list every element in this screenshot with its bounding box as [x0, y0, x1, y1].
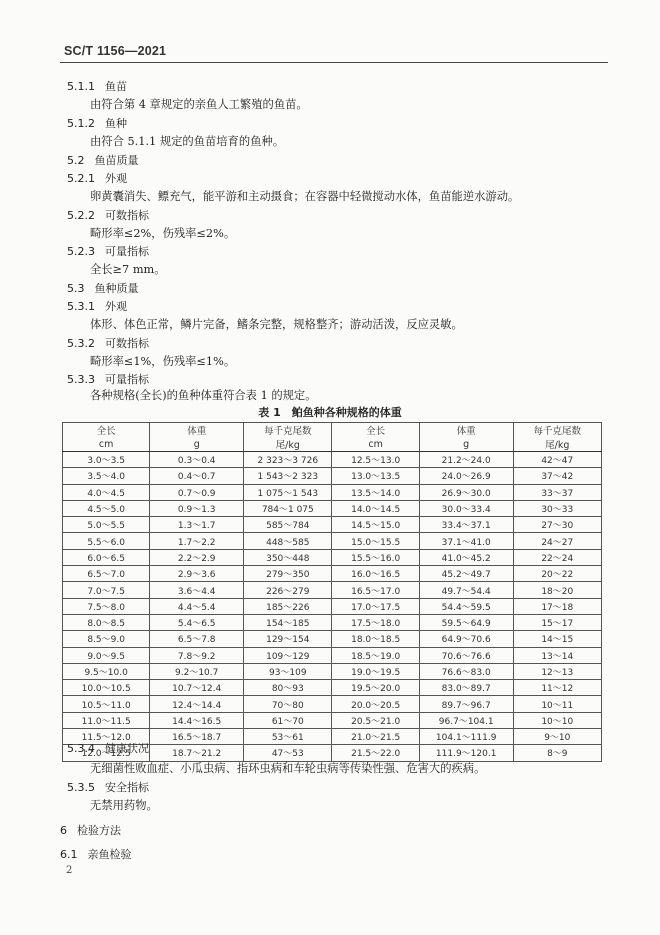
table-cell: 18.5～19.0: [332, 647, 419, 663]
chapter-heading: [60, 824, 121, 838]
table-cell: 37～42: [513, 468, 601, 484]
column-header: 全长: [332, 423, 419, 438]
section-title: 可数指标: [105, 337, 149, 350]
table-cell: 30.0～33.4: [419, 500, 513, 516]
table-cell: 96.7～104.1: [419, 712, 513, 728]
table-cell: 54.4～59.5: [419, 598, 513, 614]
table-cell: 22～24: [513, 549, 601, 565]
paragraph: 无细菌性败血症、小瓜虫病、指环虫病和车轮虫病等传染性强、危害大的疾病。: [90, 762, 486, 775]
table-cell: 4.4～5.4: [150, 598, 244, 614]
section-heading: [67, 245, 149, 259]
table-cell: 14～15: [513, 631, 601, 647]
table-cell: 19.5～20.0: [332, 680, 419, 696]
table-row: [63, 500, 602, 516]
table-cell: 12～13: [513, 663, 601, 679]
section-heading: [67, 209, 149, 223]
section-title: 外观: [105, 300, 127, 313]
section-heading: [67, 742, 149, 756]
table-cell: 53～61: [244, 729, 332, 745]
table-cell: 76.6～83.0: [419, 663, 513, 679]
paragraph: 各种规格(全长)的鱼种体重符合表 1 的规定。: [90, 389, 317, 402]
column-unit: 尾/kg: [244, 437, 332, 452]
column-header: 体重: [150, 423, 244, 438]
table-cell: 33～37: [513, 484, 601, 500]
section-title: 外观: [105, 172, 127, 185]
table-cell: 3.6～4.4: [150, 582, 244, 598]
table-cell: 129～154: [244, 631, 332, 647]
table-cell: 12.0～12.5: [63, 745, 150, 761]
table-row: [63, 696, 602, 712]
table-cell: 2.2～2.9: [150, 549, 244, 565]
table-cell: 89.7～96.7: [419, 696, 513, 712]
table-row: [63, 517, 602, 533]
section-title: 可量指标: [105, 373, 149, 386]
table-cell: 24～27: [513, 533, 601, 549]
table-cell: 6.5～7.0: [63, 566, 150, 582]
table-cell: 14.0～14.5: [332, 500, 419, 516]
section-number: 6.1: [60, 848, 78, 861]
table-row: [63, 582, 602, 598]
section-heading: [60, 848, 132, 862]
table-cell: 3.5～4.0: [63, 468, 150, 484]
table-cell: 5.4～6.5: [150, 614, 244, 630]
table-cell: 59.5～64.9: [419, 614, 513, 630]
table-cell: 21.5～22.0: [332, 745, 419, 761]
section-title: 安全指标: [105, 781, 149, 794]
table-cell: 8.0～8.5: [63, 614, 150, 630]
section-title: 鱼种: [105, 117, 127, 130]
column-unit: cm: [332, 437, 419, 452]
table-cell: 27～30: [513, 517, 601, 533]
table-body: [63, 452, 602, 762]
table-cell: 20～22: [513, 566, 601, 582]
section-number: 6: [60, 824, 67, 837]
table-cell: 154～185: [244, 614, 332, 630]
table-cell: 64.9～70.6: [419, 631, 513, 647]
table-cell: 70～80: [244, 696, 332, 712]
table-row: [63, 647, 602, 663]
table-cell: 10.7～12.4: [150, 680, 244, 696]
table-cell: 784～1 075: [244, 500, 332, 516]
table-cell: 7.0～7.5: [63, 582, 150, 598]
section-title: 健康状况: [105, 742, 149, 755]
table-cell: 6.0～6.5: [63, 549, 150, 565]
table-cell: 11.0～11.5: [63, 712, 150, 728]
table-cell: 15.0～15.5: [332, 533, 419, 549]
section-title: 亲鱼检验: [87, 848, 132, 861]
section-number: 5.2: [67, 154, 85, 167]
table-cell: 2 323～3 726: [244, 452, 332, 468]
header-divider: [60, 62, 608, 63]
section-heading: [67, 117, 127, 131]
column-header: 每千克尾数: [513, 423, 601, 438]
table-cell: 1 075～1 543: [244, 484, 332, 500]
table-cell: 4.5～5.0: [63, 500, 150, 516]
table-cell: 14.4～16.5: [150, 712, 244, 728]
standard-code: SC/T 1156—2021: [64, 44, 167, 58]
table-cell: 4.0～4.5: [63, 484, 150, 500]
section-heading: [67, 154, 139, 168]
table-cell: 8～9: [513, 745, 601, 761]
table-cell: 37.1～41.0: [419, 533, 513, 549]
table-cell: 1.3～1.7: [150, 517, 244, 533]
section-number: 5.3.2: [67, 337, 95, 350]
section-number: 5.3: [67, 282, 85, 295]
table-cell: 12.4～14.4: [150, 696, 244, 712]
table-cell: 10～11: [513, 696, 601, 712]
table-cell: 5.5～6.0: [63, 533, 150, 549]
table-row: [63, 533, 602, 549]
table-cell: 49.7～54.4: [419, 582, 513, 598]
table-cell: 13.5～14.0: [332, 484, 419, 500]
table-cell: 13.0～13.5: [332, 468, 419, 484]
section-title: 检验方法: [77, 824, 121, 837]
table-cell: 585～784: [244, 517, 332, 533]
table-cell: 10～10: [513, 712, 601, 728]
table-cell: 0.9～1.3: [150, 500, 244, 516]
table-unit-row: [63, 437, 602, 452]
table-cell: 7.8～9.2: [150, 647, 244, 663]
table-row: [63, 663, 602, 679]
section-number: 5.2.2: [67, 209, 95, 222]
table-row: [63, 712, 602, 728]
page-number: 2: [66, 865, 73, 876]
table-cell: 61～70: [244, 712, 332, 728]
table-cell: 9.2～10.7: [150, 663, 244, 679]
table-cell: 8.5～9.0: [63, 631, 150, 647]
table-cell: 111.9～120.1: [419, 745, 513, 761]
table-cell: 10.5～11.0: [63, 696, 150, 712]
table-cell: 9.0～9.5: [63, 647, 150, 663]
column-header: 每千克尾数: [244, 423, 332, 438]
paragraph: 畸形率≤2%，伤残率≤2%。: [90, 227, 236, 240]
table-cell: 17.0～17.5: [332, 598, 419, 614]
table-cell: 14.5～15.0: [332, 517, 419, 533]
table-row: [63, 549, 602, 565]
paragraph: 卵黄囊消失、鳔充气，能平游和主动摄食；在容器中轻微搅动水体，鱼苗能逆水游动。: [90, 190, 520, 203]
table-cell: 47～53: [244, 745, 332, 761]
table-cell: 11.5～12.0: [63, 729, 150, 745]
paragraph: 由符合 5.1.1 规定的鱼苗培育的鱼种。: [90, 135, 285, 148]
table-cell: 350～448: [244, 549, 332, 565]
table-cell: 109～129: [244, 647, 332, 663]
table-cell: 20.5～21.0: [332, 712, 419, 728]
table-cell: 1 543～2 323: [244, 468, 332, 484]
section-number: 5.1.1: [67, 80, 95, 93]
column-unit: 尾/kg: [513, 437, 601, 452]
table-cell: 83.0～89.7: [419, 680, 513, 696]
fingerling-weight-table: [62, 422, 602, 762]
table-cell: 104.1～111.9: [419, 729, 513, 745]
table-cell: 41.0～45.2: [419, 549, 513, 565]
table-cell: 11～12: [513, 680, 601, 696]
paragraph: 体形、体色正常，鳞片完备，鳍条完整，规格整齐；游动活泼，反应灵敏。: [90, 318, 463, 331]
table-cell: 70.6～76.6: [419, 647, 513, 663]
section-heading: [67, 282, 139, 296]
table-cell: 5.0～5.5: [63, 517, 150, 533]
table-cell: 24.0～26.9: [419, 468, 513, 484]
table-cell: 17.5～18.0: [332, 614, 419, 630]
table-cell: 6.5～7.8: [150, 631, 244, 647]
section-number: 5.1.2: [67, 117, 95, 130]
table-cell: 21.2～24.0: [419, 452, 513, 468]
table-row: [63, 598, 602, 614]
table-cell: 80～93: [244, 680, 332, 696]
paragraph: 无禁用药物。: [90, 799, 158, 812]
section-heading: [67, 80, 127, 94]
table-cell: 16.5～18.7: [150, 729, 244, 745]
section-heading: [67, 172, 127, 186]
section-title: 鱼苗: [105, 80, 127, 93]
column-unit: g: [150, 437, 244, 452]
table-cell: 185～226: [244, 598, 332, 614]
section-number: 5.2.3: [67, 245, 95, 258]
table-cell: 26.9～30.0: [419, 484, 513, 500]
section-heading: [67, 337, 149, 351]
table-cell: 10.0～10.5: [63, 680, 150, 696]
table-cell: 45.2～49.7: [419, 566, 513, 582]
paragraph: 全长≥7 mm。: [90, 263, 166, 276]
table-cell: 21.0～21.5: [332, 729, 419, 745]
section-heading: [67, 781, 149, 795]
table-cell: 16.5～17.0: [332, 582, 419, 598]
section-number: 5.2.1: [67, 172, 95, 185]
paragraph: 畸形率≤1%，伤残率≤1%。: [90, 355, 236, 368]
table-cell: 13～14: [513, 647, 601, 663]
table-cell: 226～279: [244, 582, 332, 598]
table-cell: 3.0～3.5: [63, 452, 150, 468]
section-title: 鱼苗质量: [94, 154, 139, 167]
table-cell: 18～20: [513, 582, 601, 598]
section-number: 5.3.5: [67, 781, 95, 794]
table-cell: 30～33: [513, 500, 601, 516]
column-unit: cm: [63, 437, 150, 452]
table-row: [63, 680, 602, 696]
table-cell: 7.5～8.0: [63, 598, 150, 614]
table-cell: 15～17: [513, 614, 601, 630]
paragraph: 由符合第 4 章规定的亲鱼人工繁殖的鱼苗。: [90, 98, 308, 111]
column-unit: g: [419, 437, 513, 452]
table-cell: 20.0～20.5: [332, 696, 419, 712]
table-cell: 9～10: [513, 729, 601, 745]
table-cell: 2.9～3.6: [150, 566, 244, 582]
column-header: 体重: [419, 423, 513, 438]
table-cell: 0.3～0.4: [150, 452, 244, 468]
table-cell: 12.5～13.0: [332, 452, 419, 468]
table-cell: 18.7～21.2: [150, 745, 244, 761]
table-row: [63, 631, 602, 647]
table-cell: 9.5～10.0: [63, 663, 150, 679]
table-row: [63, 566, 602, 582]
section-title: 鱼种质量: [94, 282, 139, 295]
table-cell: 17～18: [513, 598, 601, 614]
table-cell: 18.0～18.5: [332, 631, 419, 647]
section-number: 5.3.3: [67, 373, 95, 386]
table-cell: 93～109: [244, 663, 332, 679]
table-row: [63, 614, 602, 630]
column-header: 全长: [63, 423, 150, 438]
table-cell: 0.4～0.7: [150, 468, 244, 484]
table-row: [63, 468, 602, 484]
table-cell: 16.0～16.5: [332, 566, 419, 582]
table-cell: 15.5～16.0: [332, 549, 419, 565]
table-caption: 表 1 鲌鱼种各种规格的体重: [258, 406, 402, 419]
table-header-row: [63, 423, 602, 438]
table-row: [63, 452, 602, 468]
section-title: 可数指标: [105, 209, 149, 222]
table-cell: 0.7～0.9: [150, 484, 244, 500]
section-number: 5.3.1: [67, 300, 95, 313]
table-cell: 33.4～37.1: [419, 517, 513, 533]
section-number: 5.3.4: [67, 742, 95, 755]
section-heading: [67, 300, 127, 314]
table-cell: 279～350: [244, 566, 332, 582]
section-title: 可量指标: [105, 245, 149, 258]
table-cell: 42～47: [513, 452, 601, 468]
table-cell: 19.0～19.5: [332, 663, 419, 679]
table-cell: 448～585: [244, 533, 332, 549]
table-row: [63, 484, 602, 500]
section-heading: [67, 373, 149, 387]
table-cell: 1.7～2.2: [150, 533, 244, 549]
